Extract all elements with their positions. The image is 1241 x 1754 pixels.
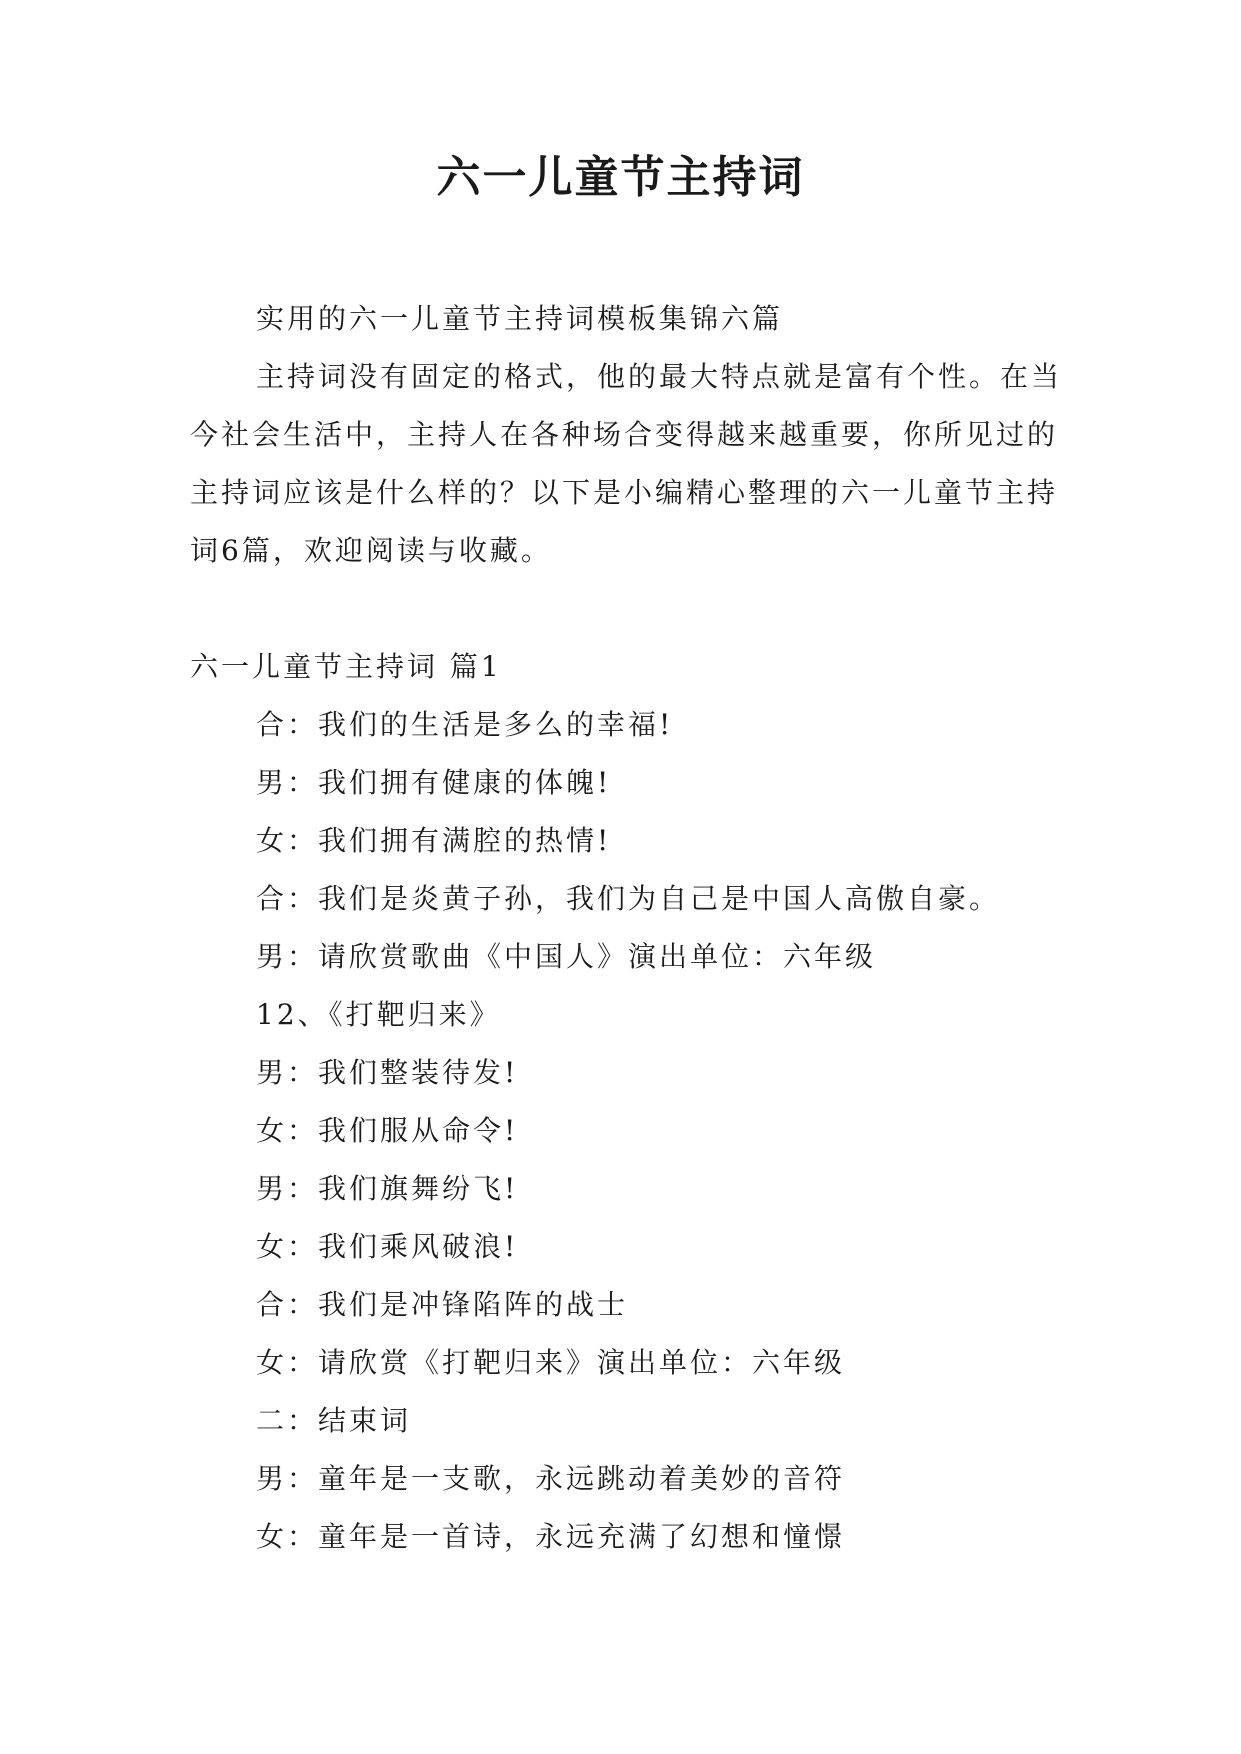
dialogue-line: 男：童年是一支歌，永远跳动着美妙的音符: [256, 1462, 846, 1495]
document-subtitle: 实用的六一儿童节主持词模板集锦六篇: [256, 302, 784, 335]
dialogue-list: [190, 696, 1080, 1566]
dialogue-line: 女：我们拥有满腔的热情!: [256, 824, 612, 857]
dialogue-line: 合：我们是炎黄子孙，我们为自己是中国人高傲自豪。: [256, 882, 1001, 915]
document-body: [190, 290, 1080, 1566]
section-heading: 六一儿童节主持词 篇1: [190, 650, 502, 683]
dialogue-line: 女：我们服从命令!: [256, 1114, 519, 1147]
document-title: 六一儿童节主持词: [436, 152, 805, 203]
dialogue-line: 男：请欣赏歌曲《中国人》演出单位：六年级: [256, 940, 877, 973]
dialogue-line: 二：结束词: [256, 1404, 412, 1437]
dialogue-line: 男：我们旗舞纷飞!: [256, 1172, 519, 1205]
dialogue-line: 合：我们的生活是多么的幸福!: [256, 708, 674, 741]
dialogue-line: 男：我们拥有健康的体魄!: [256, 766, 612, 799]
intro-paragraph: 主持词没有固定的格式，他的最大特点就是富有个性。在当今社会生活中，主持人在各种场合变得越来越重要，你所见过的主持词应该是什么样的？以下是小编精心整理的六一儿童节主持词6篇，欢迎阅读与收藏。: [190, 360, 1063, 567]
dialogue-line: 女：童年是一首诗，永远充满了幻想和憧憬: [256, 1520, 846, 1553]
dialogue-line: 男：我们整装待发!: [256, 1056, 519, 1089]
dialogue-line: 女：我们乘风破浪!: [256, 1230, 519, 1263]
dialogue-line: 12、《打靶归来》: [256, 998, 501, 1031]
dialogue-line: 合：我们是冲锋陷阵的战士: [256, 1288, 629, 1321]
dialogue-line: 女：请欣赏《打靶归来》演出单位：六年级: [256, 1346, 846, 1379]
